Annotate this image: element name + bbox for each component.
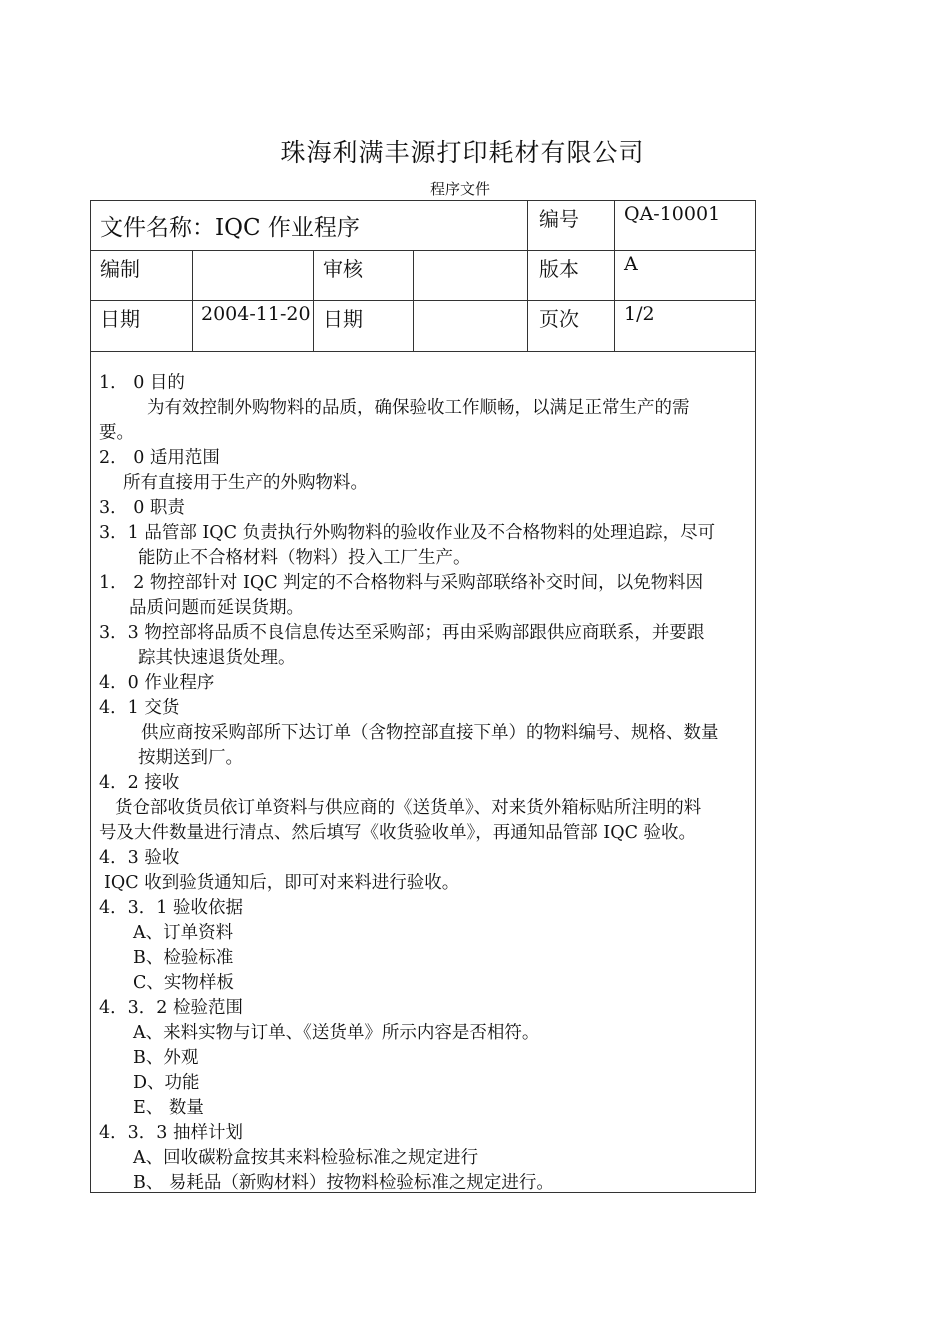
procedure-content <box>99 371 751 1196</box>
page-value: 1/2 <box>624 303 655 325</box>
table-rule <box>91 300 755 301</box>
paragraph-line: 3．1 品管部 IQC 负责执行外购物料的验收作业及不合格物料的处理追踪，尽可 <box>99 523 716 543</box>
list-item: E、 数量 <box>133 1098 204 1118</box>
list-item: A、来料实物与订单、《送货单》所示内容是否相符。 <box>133 1023 540 1043</box>
table-rule <box>413 250 414 351</box>
section-heading: 3． 0 职责 <box>99 498 185 518</box>
list-item: C、实物样板 <box>133 973 234 993</box>
paragraph-line: IQC 收到验货通知后，即可对来料进行验收。 <box>104 873 460 893</box>
table-rule <box>192 250 193 351</box>
paragraph-line: 踪其快速退货处理。 <box>138 648 296 668</box>
paragraph-line: 1． 2 物控部针对 IQC 判定的不合格物料与采购部联络补交时间，以免物料因 <box>99 573 704 593</box>
paragraph-line: 号及大件数量进行清点、然后填写《收货验收单》，再通知品管部 IQC 验收。 <box>99 823 697 843</box>
subsection-heading: 4．1 交货 <box>99 698 180 718</box>
list-item: A、回收碳粉盒按其来料检验标准之规定进行 <box>133 1148 479 1168</box>
document-frame <box>90 200 756 1193</box>
paragraph-line: 为有效控制外购物料的品质，确保验收工作顺畅，以满足正常生产的需 <box>147 398 690 418</box>
subsection-heading: 4．3．3 抽样计划 <box>99 1123 243 1143</box>
paragraph-line: 要。 <box>99 423 134 443</box>
paragraph-line: 品质问题而延误货期。 <box>129 598 304 618</box>
section-heading: 4．0 作业程序 <box>99 673 215 693</box>
date-value-1: 2004-11-20 <box>201 303 311 325</box>
review-label: 审核 <box>323 257 363 281</box>
file-name: 文件名称：IQC 作业程序 <box>100 215 360 241</box>
page-label: 页次 <box>539 307 579 331</box>
code-label: 编号 <box>539 207 579 231</box>
company-name: 珠海利满丰源打印耗材有限公司 <box>280 138 645 167</box>
subsection-heading: 4．3 验收 <box>99 848 180 868</box>
table-rule <box>91 351 755 352</box>
paragraph-line: 货仓部收货员依订单资料与供应商的《送货单》、对来货外箱标贴所注明的料 <box>115 798 702 818</box>
version-label: 版本 <box>539 257 579 281</box>
code-value: QA-10001 <box>624 203 721 225</box>
subsection-heading: 4．3．1 验收依据 <box>99 898 243 918</box>
paragraph-line: 按期送到厂。 <box>138 748 243 768</box>
subsection-heading: 4．3．2 检验范围 <box>99 998 243 1018</box>
list-item: B、检验标准 <box>133 948 234 968</box>
subsection-heading: 4．2 接收 <box>99 773 180 793</box>
document-type: 程序文件 <box>429 180 490 198</box>
table-rule <box>313 250 314 351</box>
paragraph-line: 3．3 物控部将品质不良信息传达至采购部；再由采购部跟供应商联系，并要跟 <box>99 623 705 643</box>
compile-label: 编制 <box>100 257 140 281</box>
list-item: A、订单资料 <box>133 923 234 943</box>
table-rule <box>527 201 528 351</box>
date-label-2: 日期 <box>323 307 363 331</box>
version-value: A <box>624 253 638 275</box>
paragraph-line: 能防止不合格材料（物料）投入工厂生产。 <box>138 548 471 568</box>
list-item: B、外观 <box>133 1048 199 1068</box>
section-heading: 2． 0 适用范围 <box>99 448 220 468</box>
list-item: B、 易耗品（新购材料）按物料检验标准之规定进行。 <box>133 1173 554 1193</box>
paragraph-line: 所有直接用于生产的外购物料。 <box>123 473 368 493</box>
paragraph-line: 供应商按采购部所下达订单（含物控部直接下单）的物料编号、规格、数量 <box>141 723 719 743</box>
table-rule <box>614 201 615 351</box>
section-heading: 1． 0 目的 <box>99 373 185 393</box>
list-item: D、功能 <box>133 1073 200 1093</box>
table-rule <box>91 250 755 251</box>
date-label-1: 日期 <box>100 307 140 331</box>
